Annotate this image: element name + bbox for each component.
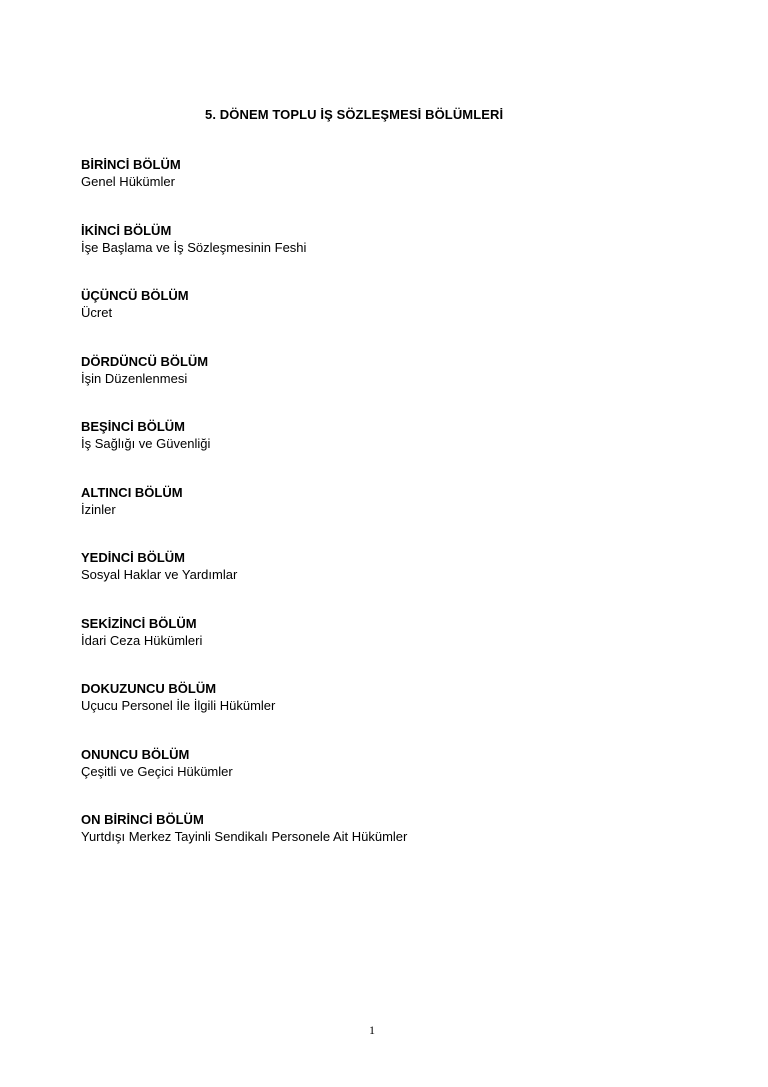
section-subtitle: İşe Başlama ve İş Sözleşmesinin Feshi: [81, 239, 307, 255]
section-subtitle: Yurtdışı Merkez Tayinli Sendikalı Personele Ait Hükümler: [81, 829, 408, 844]
section-subtitle: İdari Ceza Hükümleri: [81, 632, 203, 648]
section-heading: BEŞİNCİ BÖLÜM: [81, 419, 185, 434]
section-item: [81, 222, 721, 288]
section-item: [81, 549, 721, 615]
section-heading: DÖRDÜNCÜ BÖLÜM: [81, 353, 209, 369]
section-subtitle: Sosyal Haklar ve Yardımlar: [81, 567, 238, 582]
section-item: [81, 484, 721, 550]
section-item: [81, 746, 721, 812]
section-item: [81, 615, 721, 681]
section-heading: ONUNCU BÖLÜM: [81, 746, 190, 762]
section-heading: BİRİNCİ BÖLÜM: [81, 157, 181, 172]
section-subtitle: Çeşitli ve Geçici Hükümler: [81, 763, 233, 779]
page-title: 5. DÖNEM TOPLU İŞ SÖZLEŞMESİ BÖLÜMLERİ: [205, 107, 504, 122]
section-item: [81, 680, 721, 746]
section-item: [81, 811, 721, 877]
section-heading: DOKUZUNCU BÖLÜM: [81, 681, 217, 696]
section-subtitle: Ücret: [81, 305, 113, 320]
section-subtitle: Genel Hükümler: [81, 174, 175, 189]
section-heading: ON BİRİNCİ BÖLÜM: [81, 812, 204, 827]
section-heading: ÜÇÜNCÜ BÖLÜM: [81, 288, 189, 303]
section-heading: YEDİNCİ BÖLÜM: [81, 550, 185, 565]
page-number: 1: [369, 1023, 375, 1037]
section-item: [81, 156, 721, 222]
section-subtitle: İzinler: [81, 501, 116, 517]
section-item: [81, 287, 721, 353]
section-item: [81, 353, 721, 419]
section-subtitle: Uçucu Personel İle İlgili Hükümler: [81, 698, 276, 713]
section-subtitle: İş Sağlığı ve Güvenliği: [81, 436, 211, 451]
section-item: [81, 418, 721, 484]
section-list: [81, 156, 721, 877]
section-heading: İKİNCİ BÖLÜM: [81, 222, 172, 238]
section-heading: ALTINCI BÖLÜM: [81, 484, 183, 500]
section-subtitle: İşin Düzenlenmesi: [81, 370, 188, 386]
section-heading: SEKİZİNCİ BÖLÜM: [81, 615, 197, 631]
